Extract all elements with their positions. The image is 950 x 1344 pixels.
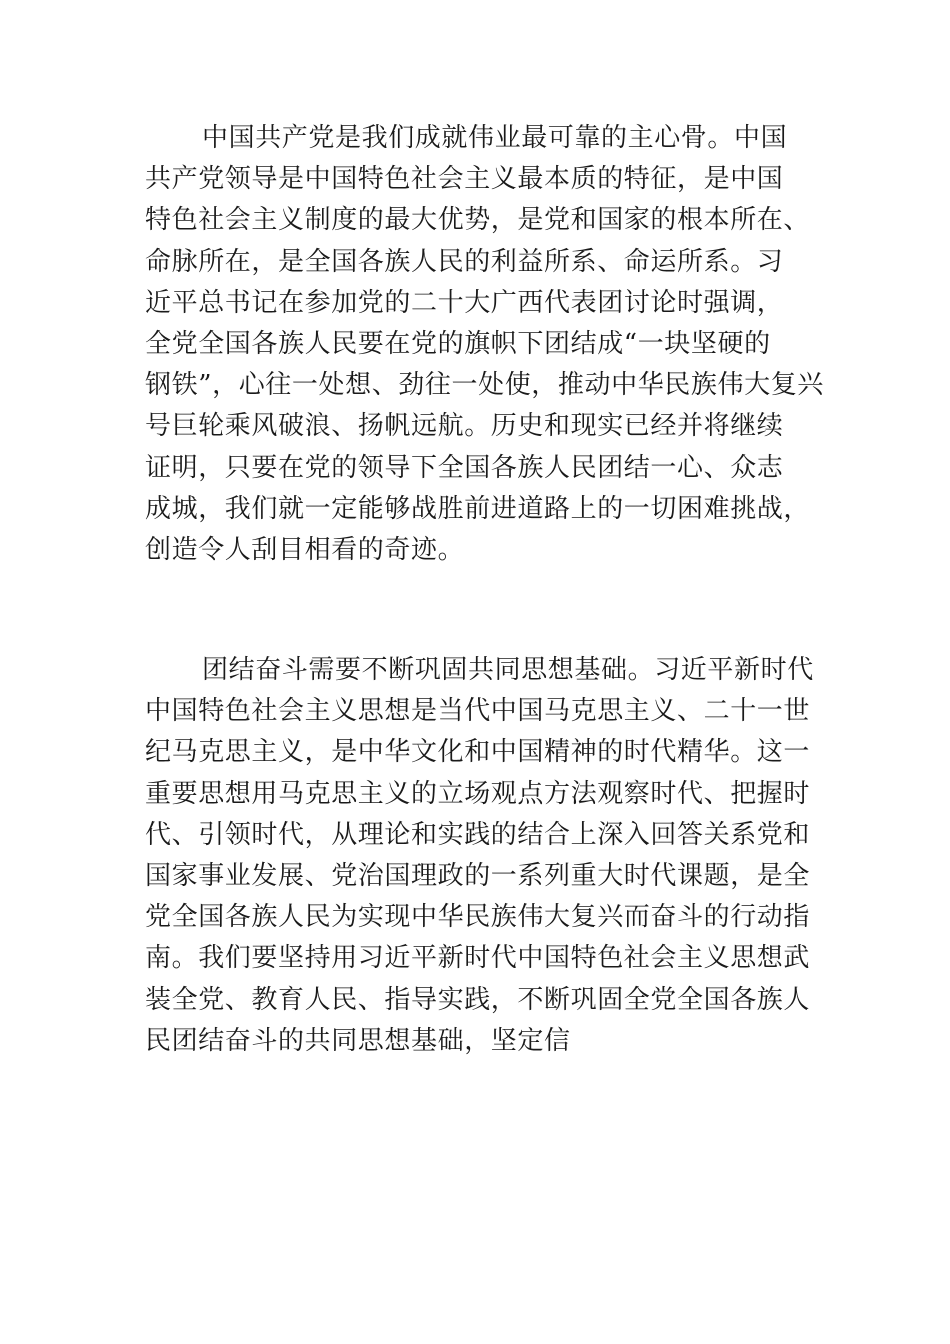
paragraph-line: 钢铁”，心往一处想、劲往一处使，推动中华民族伟大复兴: [145, 370, 824, 401]
paragraph-line: 成城，我们就一定能够战胜前进道路上的一切困难挑战，: [145, 493, 811, 524]
paragraph-line: 特色社会主义制度的最大优势，是党和国家的根本所在、: [145, 205, 811, 236]
paragraph-line: 中国共产党是我们成就伟业最可靠的主心骨。中国: [202, 123, 788, 153]
paragraph-line: 近平总书记在参加党的二十大广西代表团讨论时强调，: [145, 287, 784, 318]
paragraph-line: 中国特色社会主义思想是当代中国马克思主义、二十一世: [145, 696, 811, 727]
paragraph-line: 全党全国各族人民要在党的旗帜下团结成“一块坚硬的: [145, 328, 771, 359]
paragraph-line: 重要思想用马克思主义的立场观点方法观察时代、把握时: [145, 778, 811, 809]
paragraph-line: 纪马克思主义，是中华文化和中国精神的时代精华。这一: [145, 737, 811, 768]
paragraph-line: 号巨轮乘风破浪、扬帆远航。历史和现实已经并将继续: [145, 411, 784, 442]
paragraph-line: 创造令人刮目相看的奇迹。: [145, 534, 465, 565]
paragraph-1: [145, 118, 825, 571]
paragraph-line: 共产党领导是中国特色社会主义最本质的特征，是中国: [145, 164, 784, 195]
paragraph-2: [145, 650, 825, 1062]
paragraph-line: 党全国各族人民为实现中华民族伟大复兴而奋斗的行动指: [145, 902, 811, 933]
paragraph-line: 南。我们要坚持用习近平新时代中国特色社会主义思想武: [145, 943, 811, 974]
paragraph-line: 证明，只要在党的领导下全国各族人民团结一心、众志: [145, 452, 784, 483]
paragraph-line: 代、引领时代，从理论和实践的结合上深入回答关系党和: [145, 819, 811, 850]
paragraph-line: 装全党、教育人民、指导实践，不断巩固全党全国各族人: [145, 984, 811, 1015]
paragraph-line: 团结奋斗需要不断巩固共同思想基础。习近平新时代: [202, 655, 814, 685]
paragraph-line: 国家事业发展、党治国理政的一系列重大时代课题，是全: [145, 860, 811, 891]
paragraph-line: 民团结奋斗的共同思想基础，坚定信: [145, 1025, 571, 1056]
paragraph-line: 命脉所在，是全国各族人民的利益所系、命运所系。习: [145, 246, 784, 277]
